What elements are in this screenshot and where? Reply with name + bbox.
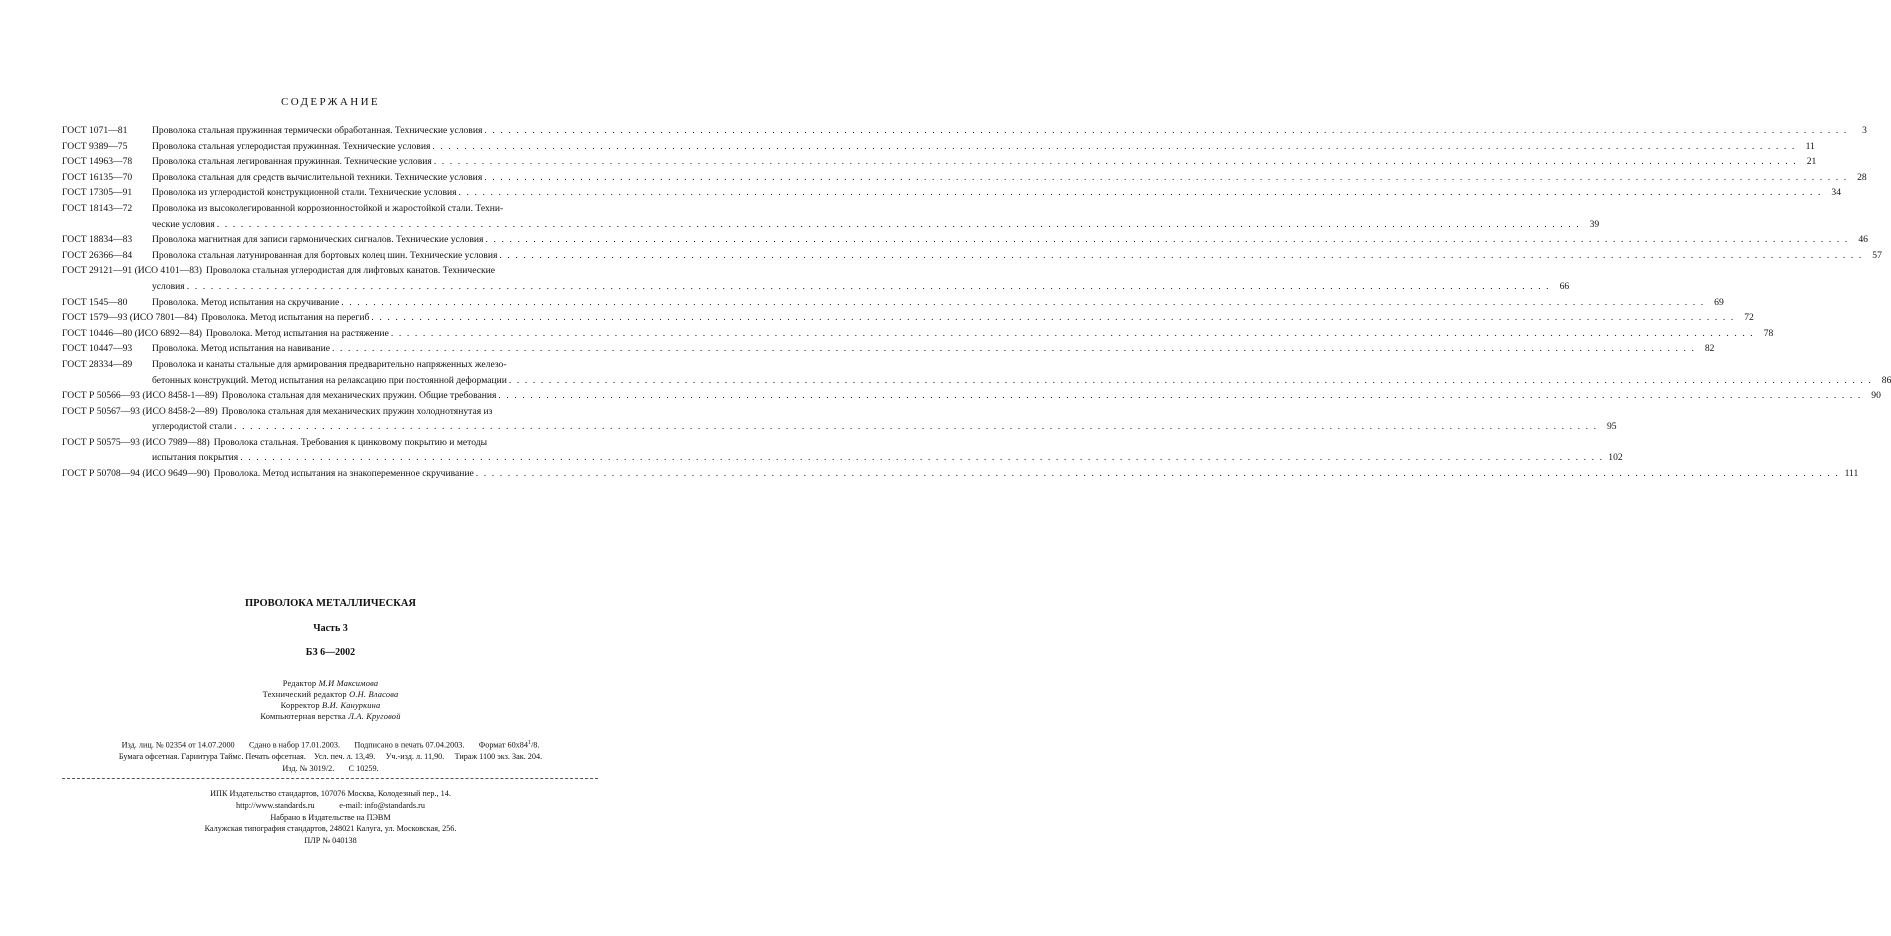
toc-entry-page: 11 (1805, 140, 1815, 152)
toc-entry-code: ГОСТ 28334—89 (62, 358, 133, 370)
toc-entry-title: Проволока из углеродистой конструкционной стали. Технические условия (152, 187, 457, 199)
toc-entry (62, 341, 1715, 357)
toc-entry-continuation (62, 217, 1600, 233)
toc-entry (62, 263, 598, 279)
toc-entry-title: Проволока стальная для механических пружин холоднотянутая из (221, 405, 493, 417)
toc-entry (62, 326, 1774, 342)
toc-entry (62, 388, 1881, 404)
toc-entry-code: ГОСТ 18834—83 (62, 234, 133, 246)
publisher-email: e-mail: info@standards.ru (339, 800, 425, 810)
toc-leader-dots (434, 154, 1797, 170)
toc-entry-page: 57 (1872, 249, 1882, 261)
toc-entry-page: 3 (1862, 125, 1867, 136)
toc-entry-title-continued: бетонных конструкций. Метод испытания на релаксацию при постоянной деформации (152, 374, 507, 386)
toc-entry (62, 310, 1754, 326)
toc-entry-title: Проволока стальная пружинная термически обработанная. Технические условия (152, 125, 483, 136)
toc-entry (62, 170, 1867, 186)
toc-entry-page: 66 (1559, 280, 1570, 292)
book-part: Часть 3 (313, 623, 348, 634)
toc-leader-dots (459, 185, 1822, 201)
toc-entry-continuation (62, 373, 1891, 389)
toc-entry-title: Проволока стальная легированная пружинная. Технические условия (152, 156, 432, 168)
toc-entry-code: ГОСТ 17305—91 (62, 187, 133, 199)
toc-entry (62, 185, 1842, 201)
toc-entry-page: 21 (1806, 156, 1817, 168)
imprint-line-3: Изд. № 3019/2. С 10259. (282, 763, 379, 773)
toc-leader-dots (371, 310, 1734, 326)
toc-entry-title: Проволока. Метод испытания на перегиб (201, 312, 370, 324)
staff-editor: Редактор М.И Максимова (282, 679, 379, 688)
book-bz-number: БЗ 6—2002 (305, 647, 356, 658)
toc-leader-dots (240, 450, 1603, 466)
staff-proofreader: Корректор В.И. Кануркина (280, 701, 381, 710)
toc-leader-dots (498, 388, 1861, 404)
toc-entry (62, 232, 1868, 248)
toc-entry-page: 95 (1606, 421, 1617, 433)
printer-license: ПЛР № 040138 (304, 836, 357, 846)
toc-entry-code: ГОСТ 1071—81 (62, 125, 128, 136)
book-title: ПРОВОЛОКА МЕТАЛЛИЧЕСКАЯ (244, 598, 416, 609)
toc-entry-title: Проволока. Метод испытания на навивание (152, 343, 330, 355)
toc-entry (62, 123, 1867, 139)
toc-entry-code: ГОСТ 1545—80 (62, 296, 128, 308)
toc-leader-dots (509, 373, 1872, 389)
toc-leader-dots (484, 123, 1847, 139)
toc-entry-page: 34 (1831, 187, 1842, 199)
toc-entry (62, 357, 598, 373)
publisher-contacts (0, 800, 661, 812)
toc-leader-dots (187, 279, 1550, 295)
divider (62, 778, 598, 779)
toc-entry-title: Проволока стальная углеродистая пружинная. Технические условия (152, 140, 431, 152)
imprint-line-1: Изд. лиц. № 02354 от 14.07.2000 Сдано в набор 17.01.2003. Подписано в печать 07.04.2003. Формат $60х84^1/8$. (121, 740, 540, 750)
toc-entry-title: Проволока стальная латунированная для бортовых колец шин. Технические условия (152, 249, 498, 261)
toc-leader-dots (499, 248, 1862, 264)
toc-entry-page: 90 (1871, 390, 1881, 402)
toc-entry (62, 295, 1724, 311)
toc-entry-title: Проволока стальная для средств вычислительной техники. Технические условия (152, 171, 483, 183)
toc-entry-continuation (62, 450, 1623, 466)
toc-entry-code: ГОСТ 10447—93 (62, 343, 133, 355)
toc-entry-code: ГОСТ 29121—91 (ИСО 4101—83) (62, 265, 202, 277)
toc-entry-title-continued: углеродистой стали (152, 421, 233, 433)
toc-leader-dots (217, 217, 1580, 233)
toc-entry-code: ГОСТ 14963—78 (62, 156, 133, 168)
publisher-website: http://www.standards.ru (236, 800, 315, 810)
toc-entry (62, 435, 598, 451)
toc-entry-title: Проволока и канаты стальные для армирования предварительно напряженных железо- (152, 358, 507, 370)
toc-entry-page: 82 (1704, 343, 1715, 355)
table-of-contents (62, 123, 1891, 482)
toc-entry (62, 139, 1815, 155)
toc-entry-page: 111 (1844, 468, 1859, 480)
toc-leader-dots (234, 419, 1597, 435)
toc-entry-continuation (62, 279, 1570, 295)
toc-entry-page: 72 (1744, 312, 1754, 324)
publisher-info (0, 788, 661, 847)
publisher-address: ИПК Издательство стандартов, 107076 Москва, Колодезный пер., 14. (210, 789, 451, 798)
toc-leader-dots (432, 139, 1795, 155)
staff-technical-editor: Технический редактор О.Н. Власова (262, 690, 399, 699)
toc-entry-code: ГОСТ 10446—80 (ИСО 6892—84) (62, 327, 202, 339)
typeset-note: Набрано в Издательстве на ПЭВМ (270, 812, 391, 822)
toc-entry-page: 39 (1589, 218, 1600, 230)
printer-address: Калужская типография стандартов, 248021 Калуга, ул. Московская, 256. (204, 824, 457, 834)
toc-entry-title: Проволока стальная. Требования к цинковому покрытию и методы (213, 436, 488, 448)
toc-leader-dots (341, 295, 1704, 311)
toc-entry-title: Проволока. Метод испытания на растяжение (206, 327, 389, 339)
imprint-details (0, 738, 661, 774)
toc-entry-page: 46 (1858, 234, 1868, 246)
toc-entry-title: Проволока. Метод испытания на скручивание (152, 296, 340, 308)
toc-entry-title: Проволока. Метод испытания на знакопеременное скручивание (213, 468, 474, 480)
toc-leader-dots (476, 466, 1839, 482)
toc-entry-title: Проволока стальная углеродистая для лифтовых канатов. Технические (206, 265, 496, 277)
toc-entry-page: 28 (1857, 171, 1867, 183)
editorial-staff (0, 678, 661, 722)
imprint-line-2: Бумага офсетная. Гарнитура Таймс. Печать офсетная. Усл. печ. л. 13,49. Уч.-изд. л. 11,90. Тираж 1100 экз. Зак. 204. (118, 752, 543, 762)
toc-entry-code: ГОСТ 26366—84 (62, 249, 133, 261)
toc-leader-dots (332, 341, 1695, 357)
staff-layout: Компьютерная верстка Л.А. Круговой (260, 712, 401, 721)
toc-entry (62, 154, 1817, 170)
toc-entry-code: ГОСТ Р 50575—93 (ИСО 7989—88) (62, 436, 210, 448)
toc-entry (62, 201, 598, 217)
toc-entry-continuation (62, 419, 1617, 435)
toc-entry-page: 86 (1881, 374, 1891, 386)
toc-leader-dots (391, 326, 1754, 342)
toc-entry-title-continued: ческие условия (152, 218, 215, 230)
toc-entry-code: ГОСТ Р 50708—94 (ИСО 9649—90) (62, 468, 210, 480)
toc-entry-title-continued: испытания покрытия (152, 452, 239, 464)
toc-entry-page: 78 (1763, 327, 1774, 339)
toc-heading: СОДЕРЖАНИЕ (280, 96, 381, 108)
toc-entry-title: Проволока стальная для механических пружин. Общие требования (221, 390, 497, 402)
toc-entry (62, 248, 1882, 264)
toc-leader-dots (485, 232, 1848, 248)
toc-entry-code: ГОСТ Р 50567—93 (ИСО 8458-2—89) (62, 405, 218, 417)
toc-leader-dots (484, 170, 1847, 186)
toc-entry-code: ГОСТ 16135—70 (62, 171, 133, 183)
toc-entry-title-continued: условия (152, 280, 185, 292)
toc-entry-page: 69 (1714, 296, 1724, 308)
toc-entry (62, 404, 598, 420)
toc-entry-title: Проволока магнитная для записи гармонических сигналов. Технические условия (152, 234, 484, 246)
toc-entry-code: ГОСТ 1579—93 (ИСО 7801—84) (62, 312, 198, 324)
toc-entry-code: ГОСТ 18143—72 (62, 202, 133, 214)
toc-entry-title: Проволока из высоколегированной коррозионностойкой и жаростойкой стали. Техни- (152, 202, 504, 214)
toc-entry (62, 466, 1859, 482)
toc-entry-code: ГОСТ 9389—75 (62, 140, 128, 152)
toc-entry-page: 102 (1608, 452, 1623, 464)
toc-entry-code: ГОСТ Р 50566—93 (ИСО 8458-1—89) (62, 390, 218, 402)
